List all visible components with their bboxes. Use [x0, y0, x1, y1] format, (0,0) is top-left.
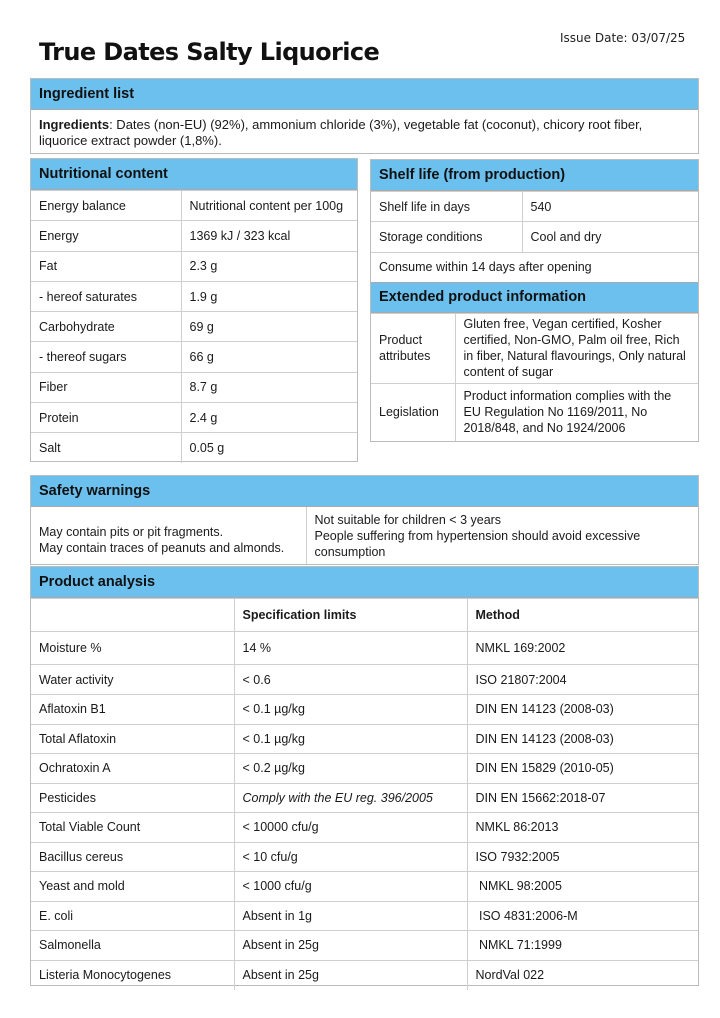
analysis-method: NMKL 169:2002: [467, 632, 698, 665]
safety-table: [31, 507, 698, 564]
extended-heading: Extended product information: [371, 282, 698, 313]
analysis-limit: < 1000 cfu/g: [234, 872, 467, 902]
analysis-limit: Absent in 25g: [234, 931, 467, 961]
analysis-limit: < 0.2 µg/kg: [234, 754, 467, 784]
extended-label: Legislation: [371, 383, 455, 441]
extended-value: Product information complies with the EU Regulation No 1169/2011, No 2018/848, and No 1924/2006: [455, 383, 698, 441]
shelf-life-heading: Shelf life (from production): [371, 160, 698, 191]
extended-value: Gluten free, Vegan certified, Kosher certified, Non-GMO, Palm oil free, Rich in fiber, Natural flavourings, Only natural content of sugar: [455, 313, 698, 383]
nutrition-table: [31, 190, 357, 463]
analysis-parameter: Ochratoxin A: [31, 754, 234, 784]
nutrient-value: 8.7 g: [181, 372, 357, 402]
shelf-life-label: Shelf life in days: [371, 192, 522, 222]
analysis-row: [31, 960, 698, 990]
nutrition-row: [31, 191, 357, 221]
safety-left: May contain pits or pit fragments. May contain traces of peanuts and almonds.: [31, 507, 306, 564]
analysis-parameter: Salmonella: [31, 931, 234, 961]
shelf-life-section: [370, 159, 699, 442]
analysis-parameter: Yeast and mold: [31, 872, 234, 902]
nutrient-name: Energy balance: [31, 191, 181, 221]
ingredient-text: [31, 110, 698, 155]
analysis-parameter: Total Viable Count: [31, 813, 234, 843]
analysis-limit: < 10 cfu/g: [234, 842, 467, 872]
analysis-row: [31, 632, 698, 665]
shelf-life-label: Storage conditions: [371, 222, 522, 252]
analysis-section: [30, 566, 699, 986]
nutrient-value: 66 g: [181, 342, 357, 372]
analysis-parameter: Moisture %: [31, 632, 234, 665]
analysis-limit: < 0.6: [234, 665, 467, 695]
nutrition-row: [31, 312, 357, 342]
extended-row: [371, 313, 698, 383]
nutrition-row: [31, 372, 357, 402]
extended-label: Product attributes: [371, 313, 455, 383]
nutrient-name: Fat: [31, 251, 181, 281]
analysis-method: NordVal 022: [467, 960, 698, 990]
shelf-life-row: [371, 222, 698, 252]
nutrient-value: 2.4 g: [181, 403, 357, 433]
analysis-parameter: E. coli: [31, 901, 234, 931]
ingredient-section: [30, 78, 699, 154]
analysis-row: [31, 901, 698, 931]
analysis-row: [31, 872, 698, 902]
analysis-parameter: Listeria Monocytogenes: [31, 960, 234, 990]
analysis-parameter: Bacillus cereus: [31, 842, 234, 872]
shelf-life-value: 540: [522, 192, 698, 222]
analysis-limit: < 10000 cfu/g: [234, 813, 467, 843]
analysis-method: DIN EN 15662:2018-07: [467, 783, 698, 813]
nutrition-heading: Nutritional content: [31, 159, 357, 190]
analysis-limit: Comply with the EU reg. 396/2005: [234, 783, 467, 813]
ingredient-body: : Dates (non-EU) (92%), ammonium chloride (3%), vegetable fat (coconut), chicory root fiber, liquorice extract powder (1,8%).: [39, 117, 643, 148]
analysis-limit: Absent in 25g: [234, 960, 467, 990]
analysis-row: [31, 754, 698, 784]
nutrition-row: [31, 403, 357, 433]
ingredient-heading: Ingredient list: [31, 79, 698, 110]
nutrient-name: Salt: [31, 433, 181, 463]
nutrient-value: 69 g: [181, 312, 357, 342]
analysis-method: NMKL 71:1999: [467, 931, 698, 961]
analysis-column-header: Specification limits: [234, 599, 467, 632]
shelf-life-table: [371, 191, 698, 252]
analysis-row: [31, 842, 698, 872]
analysis-column-header: Method: [467, 599, 698, 632]
analysis-limit: < 0.1 µg/kg: [234, 724, 467, 754]
analysis-method: DIN EN 14123 (2008-03): [467, 695, 698, 725]
nutrient-name: Fiber: [31, 372, 181, 402]
analysis-method: NMKL 98:2005: [467, 872, 698, 902]
nutrient-value: 1369 kJ / 323 kcal: [181, 221, 357, 251]
nutrient-name: - thereof sugars: [31, 342, 181, 372]
shelf-life-row: [371, 192, 698, 222]
nutrient-name: Carbohydrate: [31, 312, 181, 342]
analysis-parameter: Water activity: [31, 665, 234, 695]
analysis-row: [31, 665, 698, 695]
extended-row: [371, 383, 698, 441]
analysis-row: [31, 783, 698, 813]
analysis-row: [31, 695, 698, 725]
analysis-method: ISO 4831:2006-M: [467, 901, 698, 931]
nutrition-row: [31, 433, 357, 463]
analysis-column-header: [31, 599, 234, 632]
ingredient-label: Ingredients: [39, 117, 110, 132]
analysis-parameter: Pesticides: [31, 783, 234, 813]
analysis-row: [31, 813, 698, 843]
analysis-method: ISO 7932:2005: [467, 842, 698, 872]
safety-section: [30, 475, 699, 565]
analysis-table: [31, 598, 698, 990]
nutrition-section: [30, 158, 358, 462]
analysis-method: NMKL 86:2013: [467, 813, 698, 843]
nutrient-value: Nutritional content per 100g: [181, 191, 357, 221]
page-title: True Dates Salty Liquorice: [39, 38, 380, 66]
safety-right: Not suitable for children < 3 years People suffering from hypertension should avoid excessive consumption: [306, 507, 698, 564]
nutrient-name: Protein: [31, 403, 181, 433]
nutrition-row: [31, 251, 357, 281]
analysis-method: DIN EN 14123 (2008-03): [467, 724, 698, 754]
extended-table: [371, 313, 698, 442]
analysis-row: [31, 931, 698, 961]
shelf-life-note: Consume within 14 days after opening: [371, 252, 698, 282]
analysis-method: DIN EN 15829 (2010-05): [467, 754, 698, 784]
analysis-limit: 14 %: [234, 632, 467, 665]
analysis-row: [31, 724, 698, 754]
shelf-life-value: Cool and dry: [522, 222, 698, 252]
nutrition-row: [31, 281, 357, 311]
safety-heading: Safety warnings: [31, 476, 698, 507]
nutrient-name: - hereof saturates: [31, 281, 181, 311]
analysis-parameter: Total Aflatoxin: [31, 724, 234, 754]
analysis-limit: < 0.1 µg/kg: [234, 695, 467, 725]
analysis-method: ISO 21807:2004: [467, 665, 698, 695]
analysis-limit: Absent in 1g: [234, 901, 467, 931]
nutrient-value: 0.05 g: [181, 433, 357, 463]
nutrient-value: 2.3 g: [181, 251, 357, 281]
nutrient-name: Energy: [31, 221, 181, 251]
analysis-heading: Product analysis: [31, 567, 698, 598]
nutrition-row: [31, 221, 357, 251]
issue-date: Issue Date: 03/07/25: [560, 31, 686, 45]
nutrition-row: [31, 342, 357, 372]
analysis-header-row: [31, 599, 698, 632]
analysis-parameter: Aflatoxin B1: [31, 695, 234, 725]
nutrient-value: 1.9 g: [181, 281, 357, 311]
